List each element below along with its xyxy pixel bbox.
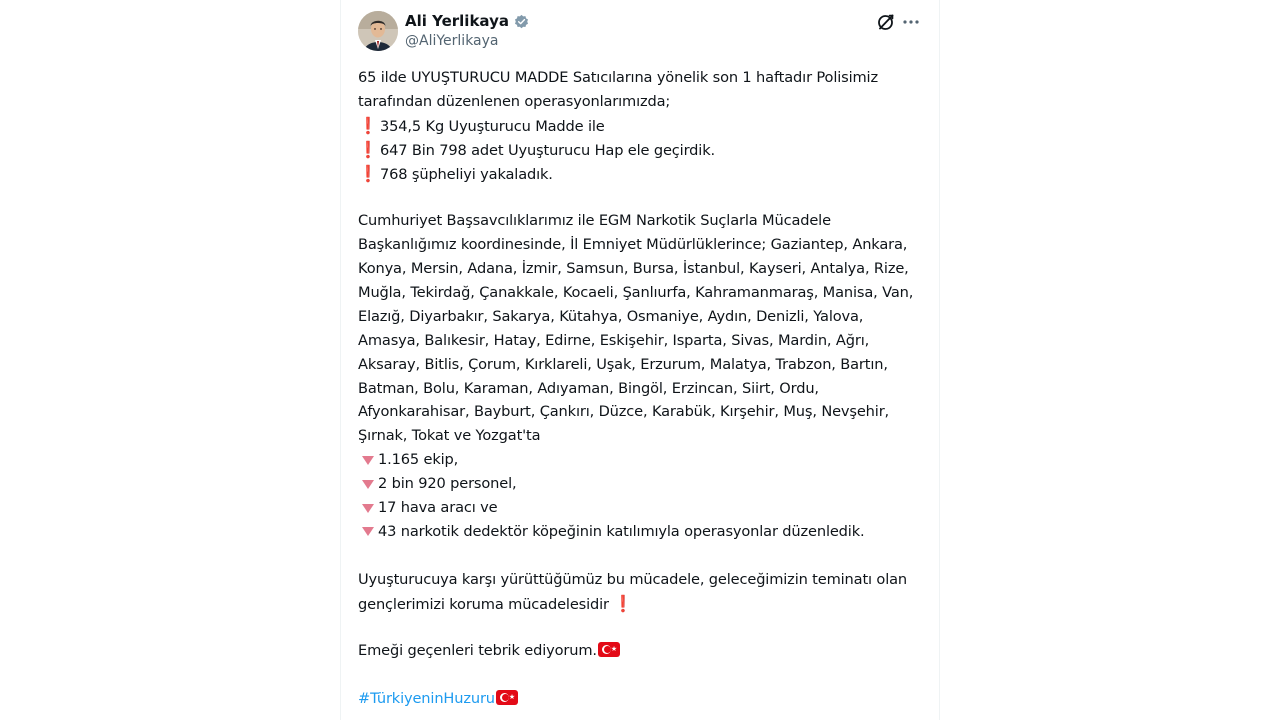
turkey-flag-icon: ★ [598,642,620,657]
column-divider-right [939,0,940,720]
text-line: Konya, Mersin, Adana, İzmir, Samsun, Bursa, İstanbul, Kayseri, Antalya, Rize, [358,260,909,278]
text-line: Muğla, Tekirdağ, Çanakkale, Kocaeli, Şanlıurfa, Kahramanmaraş, Manisa, Van, [358,284,914,302]
paragraph-gap [358,663,928,687]
seizure-item: ❗ 354,5 Kg Uyuşturucu Madde ile [358,114,928,138]
text-line: Şırnak, Tokat ve Yozgat'ta [358,427,541,445]
resource-item: 2 bin 920 personel, [358,472,928,496]
red-triangle-down-icon [362,480,374,489]
resource-item: 17 hava aracı ve [358,496,928,520]
seizure-item: ❗ 647 Bin 798 adet Uyuşturucu Hap ele geçirdik. [358,138,928,162]
more-options-icon[interactable] [901,12,921,32]
hashtag-link[interactable]: #TürkiyeninHuzuru [358,690,495,708]
text-line: Aksaray, Bitlis, Çorum, Kırklareli, Uşak, Erzurum, Malatya, Trabzon, Bartın, [358,355,888,373]
text-line: 65 ilde UYUŞTURUCU MADDE Satıcılarına yönelik son 1 haftadır Polisimiz [358,69,878,86]
red-triangle-down-icon [362,527,374,536]
exclamation-icon: ❗ [358,139,378,159]
tweet-card [341,0,939,720]
exclamation-icon: ❗ [358,163,378,183]
text-line: tarafından düzenlenen operasyonlarımızda; [358,92,671,110]
tweet-text [358,66,928,711]
text-line: Batman, Bolu, Karaman, Adıyaman, Bingöl, Erzincan, Siirt, Ordu, [358,379,819,397]
text-line: Elazığ, Diyarbakır, Sakarya, Kütahya, Osmaniye, Aydın, Denizli, Yalova, [358,307,864,325]
text-line: Cumhuriyet Başsavcılıklarımız ile EGM Narkotik Suçlarla Mücadele [358,212,831,230]
exclamation-icon: ❗ [358,115,378,135]
text-line: Amasya, Balıkesir, Hatay, Edirne, Eskişehir, Isparta, Sivas, Mardin, Ağrı, [358,331,870,349]
text-line: Uyuşturucuya karşı yürüttüğümüz bu mücadele, geleceğimizin teminatı olan [358,570,907,588]
resource-item: 1.165 ekip, [358,448,928,472]
grok-icon[interactable] [876,12,896,32]
red-triangle-down-icon [362,456,374,465]
author-name[interactable]: Ali Yerlikaya [405,12,509,30]
author-name-row[interactable] [405,11,530,31]
turkey-flag-icon: ★ [496,690,518,705]
red-triangle-down-icon [362,504,374,513]
paragraph-gap [358,615,928,639]
hashtag-line [358,687,928,711]
paragraph-gap [358,544,928,568]
congrats-line: Emeği geçenleri tebrik ediyorum. ★ [358,639,928,663]
author-handle[interactable]: @AliYerlikaya [405,33,499,49]
exclamation-icon: ❗ [613,593,634,613]
text-line: Afyonkarahisar, Bayburt, Çankırı, Düzce, Karabük, Kırşehir, Muş, Nevşehir, [358,403,890,421]
paragraph-gap [358,185,928,209]
seizure-item: ❗ 768 şüpheliyi yakaladık. [358,162,928,186]
avatar[interactable] [358,11,398,51]
resource-item: 43 narkotik dedektör köpeğinin katılımıyla operasyonlar düzenledik. [358,520,928,544]
text-line: gençlerimizi koruma mücadelesidir ❗ [358,593,634,613]
verified-badge-icon [513,13,530,30]
text-line: Başkanlığımız koordinesinde, İl Emniyet Müdürlüklerince; Gaziantep, Ankara, [358,236,908,254]
